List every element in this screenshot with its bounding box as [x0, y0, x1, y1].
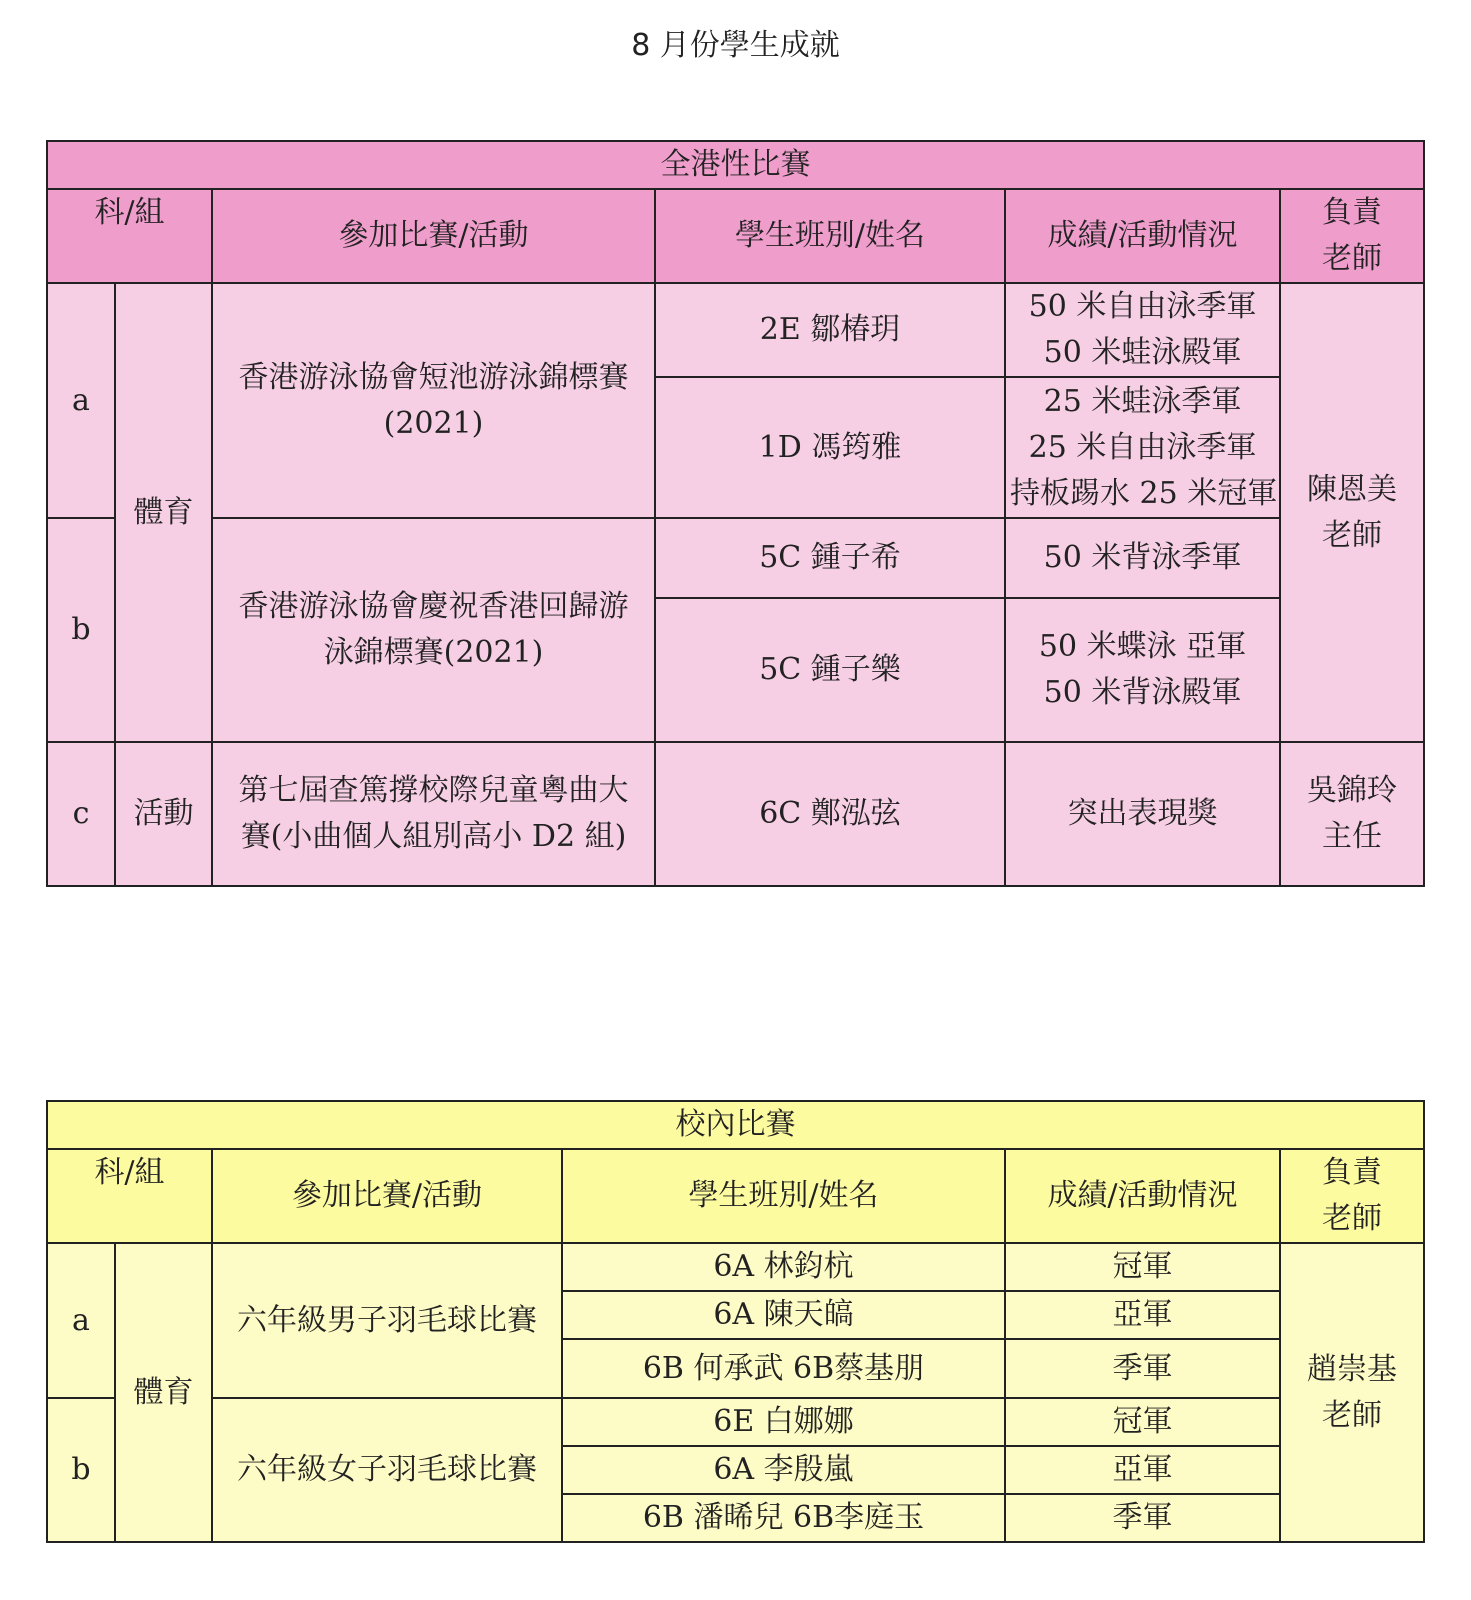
header-student: 學生班別/姓名	[562, 1149, 1005, 1243]
result-cell	[1005, 598, 1280, 742]
result-line: 持板踢水 25 米冠軍	[1010, 475, 1278, 511]
header-subject: 科/組	[47, 1149, 212, 1243]
header-event: 參加比賽/活動	[212, 1149, 562, 1243]
header-teacher-line2: 老師	[1322, 1201, 1383, 1236]
teacher-pe-line2: 老師	[1322, 1397, 1383, 1433]
header-teacher-line1: 負責	[1322, 195, 1383, 230]
event-b: 六年級女子羽毛球比賽	[212, 1398, 562, 1542]
group-label-c: c	[47, 742, 115, 886]
teacher-pe-line1: 趙崇基	[1307, 1351, 1398, 1387]
group-label-a: a	[47, 283, 115, 518]
student-name: 5C 鍾子希	[655, 518, 1005, 598]
student-name: 5C 鍾子樂	[655, 598, 1005, 742]
inter-school-table	[46, 140, 1425, 887]
student-name: 6E 白娜娜	[562, 1398, 1005, 1446]
event-a	[212, 283, 655, 518]
teacher-activity-line2: 主任	[1322, 819, 1383, 854]
group-label-b: b	[47, 518, 115, 742]
result-line: 25 米自由泳季軍	[1028, 429, 1257, 465]
result-cell: 季軍	[1005, 1339, 1280, 1398]
event-c	[212, 742, 655, 886]
header-event: 參加比賽/活動	[212, 189, 655, 283]
result-cell: 亞軍	[1005, 1291, 1280, 1339]
subject-pe: 體育	[115, 283, 212, 742]
teacher-pe-line1: 陳恩美	[1307, 471, 1398, 507]
result-cell	[1005, 377, 1280, 518]
event-b	[212, 518, 655, 742]
event-a-line1: 香港游泳協會短池游泳錦標賽	[238, 359, 629, 395]
student-name: 6B 潘晞兒 6B李庭玉	[562, 1494, 1005, 1542]
header-teacher-line1: 負責	[1322, 1155, 1383, 1190]
event-a-line2: (2021)	[383, 405, 484, 441]
table-caption: 全港性比賽	[47, 141, 1424, 189]
teacher-pe-line2: 老師	[1322, 517, 1383, 553]
header-subject: 科/組	[47, 189, 212, 283]
result-line: 50 米蛙泳殿軍	[1043, 335, 1242, 370]
header-result: 成績/活動情況	[1005, 189, 1280, 283]
student-name: 6B 何承武 6B蔡基朋	[562, 1339, 1005, 1398]
header-student: 學生班別/姓名	[655, 189, 1005, 283]
event-c-line1: 第七屆查篤撐校際兒童粵曲大	[238, 773, 629, 808]
student-name: 6A 陳天皜	[562, 1291, 1005, 1339]
result-cell: 50 米背泳季軍	[1005, 518, 1280, 598]
teacher-activity-line1: 吳錦玲	[1307, 773, 1398, 808]
event-a: 六年級男子羽毛球比賽	[212, 1243, 562, 1398]
result-cell: 亞軍	[1005, 1446, 1280, 1494]
teacher-pe	[1280, 1243, 1424, 1542]
student-name: 6A 李殷嵐	[562, 1446, 1005, 1494]
group-label-a: a	[47, 1243, 115, 1398]
student-name: 6A 林鈞杭	[562, 1243, 1005, 1291]
result-cell: 冠軍	[1005, 1398, 1280, 1446]
subject-activity: 活動	[115, 742, 212, 886]
teacher-pe	[1280, 283, 1424, 742]
result-cell: 季軍	[1005, 1494, 1280, 1542]
subject-pe: 體育	[115, 1243, 212, 1542]
result-cell: 突出表現獎	[1005, 742, 1280, 886]
student-name: 2E 鄒椿玥	[655, 283, 1005, 377]
in-school-table	[46, 1100, 1425, 1543]
student-name: 1D 馮筠雅	[655, 377, 1005, 518]
header-teacher	[1280, 1149, 1424, 1243]
teacher-activity	[1280, 742, 1424, 886]
result-line: 50 米背泳殿軍	[1043, 675, 1242, 710]
result-cell	[1005, 283, 1280, 377]
result-cell: 冠軍	[1005, 1243, 1280, 1291]
result-line: 50 米自由泳季軍	[1028, 289, 1257, 324]
group-label-b: b	[47, 1398, 115, 1542]
result-line: 50 米蝶泳 亞軍	[1038, 629, 1247, 664]
header-teacher	[1280, 189, 1424, 283]
page-title: 8 月份學生成就	[631, 28, 840, 63]
event-b-line2: 泳錦標賽(2021)	[323, 635, 544, 670]
event-c-line2: 賽(小曲個人組別高小 D2 組)	[240, 819, 627, 854]
header-teacher-line2: 老師	[1322, 241, 1383, 276]
result-line: 25 米蛙泳季軍	[1043, 383, 1242, 419]
student-name: 6C 鄭泓弦	[655, 742, 1005, 886]
table-caption: 校內比賽	[47, 1101, 1424, 1149]
header-result: 成績/活動情況	[1005, 1149, 1280, 1243]
event-b-line1: 香港游泳協會慶祝香港回歸游	[238, 589, 629, 624]
